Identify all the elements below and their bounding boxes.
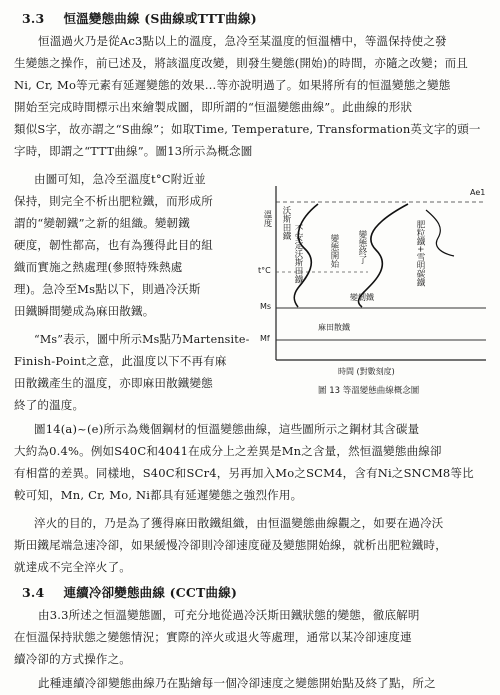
finish-region-label: 變態終了 bbox=[357, 230, 367, 264]
para2-line: 理)。急冷至Ms點以下，則過冷沃斯 bbox=[14, 282, 201, 296]
para1-line: 類似S字，故亦謂之“S曲線”；如取Time, Temperature, Transformation英文字的頭一 bbox=[14, 122, 481, 136]
section-3-4-heading bbox=[22, 586, 237, 600]
para2-line: 保持，則完全不析出肥粒鐵，而形成所 bbox=[14, 194, 213, 208]
mf-label: Mf bbox=[260, 334, 270, 343]
para3-line: “Ms”表示，圖中所示Ms點乃Martensite- bbox=[34, 332, 250, 346]
martensite-region-label: 麻田散鐵 bbox=[318, 323, 350, 332]
ms-label: Ms bbox=[260, 302, 272, 311]
para3-line: 田散鐵產生的溫度，亦即麻田散鐵變態 bbox=[14, 376, 213, 390]
para2-line: 由圖可知，急冷至溫度t°C附近並 bbox=[34, 172, 206, 186]
para1-line: Ni, Cr, Mo等元素有延遲變態的效果…等亦說明過了。如果將所有的恒溫變態之變態 bbox=[14, 78, 451, 92]
bainite-region-label: 變韌鐵 bbox=[350, 293, 374, 302]
x-axis-label: 時間 (對數刻度) bbox=[338, 367, 395, 376]
section-number: 3.4 bbox=[22, 585, 45, 600]
para2-line: 織而實施之熱處理(參照特殊熱處 bbox=[14, 260, 183, 274]
para3-line: 終了的溫度。 bbox=[14, 398, 85, 412]
para4-line: 圖14(a)~(e)所示為幾個鋼材的恒溫變態曲線，這些圖所示之鋼材其含碳量 bbox=[34, 422, 420, 436]
para5-line: 淬火的目的，乃是為了獲得麻田散鐵組織，由恒溫變態曲線觀之，如要在過冷沃 bbox=[34, 516, 444, 530]
start-region-label: 變態開始 bbox=[329, 234, 339, 268]
para1-line: 字時，即謂之“TTT曲線”。圖13所示為概念圖 bbox=[14, 144, 253, 158]
y-axis-label: 溫度 bbox=[262, 210, 272, 227]
para1-line: 生變態之操作，前已述及，將該溫度改變，則發生變態(開始)的時間，亦隨之改變；而且 bbox=[14, 56, 468, 70]
section-title: 恒溫變態曲線 (S曲線或TTT曲線) bbox=[63, 11, 257, 26]
austenite-region-label: 沃斯田鐵 bbox=[281, 206, 291, 240]
para5-line: 就達成不完全淬火了。 bbox=[14, 560, 131, 574]
para3-line: Finish-Point之意，此溫度以下不再有麻 bbox=[14, 354, 227, 368]
para4-line: 較可知，Mn, Cr, Mo, Ni都具有延遲變態之強烈作用。 bbox=[14, 488, 303, 502]
para2-line: 謂的“變韌鐵”之新的組織。變韌鐵 bbox=[14, 216, 190, 230]
para1-line: 開始至完成時間標示出來繪製成圖，即所謂的“恒溫變態曲線”。此曲線的形狀 bbox=[14, 100, 413, 114]
pearlite-region-label: 肥粒鐵+雪明碳鐵 bbox=[415, 220, 425, 287]
section-number: 3.3 bbox=[22, 11, 45, 26]
para4-line: 有相當的差異。同樣地，S40C和SCr4，另再加入Mo之SCM4，含有Ni之SNCM8等比 bbox=[14, 466, 474, 480]
figure-13 bbox=[258, 180, 492, 400]
para4-line: 大約為0.4%。例如S40C和4041在成分上之差異是Mn之含量，然恒溫變態曲線卻 bbox=[14, 444, 442, 458]
para7-line: 此種連續冷卻變態曲線乃在點繪每一個冷卻速度之變態開始點及終了點，所之 bbox=[38, 676, 436, 690]
section-3-3-heading bbox=[22, 12, 257, 26]
section-title: 連續冷卻變態曲線 (CCT曲線) bbox=[63, 585, 238, 600]
t-label: t°C bbox=[258, 266, 271, 275]
para2-line: 田鐵瞬間變成為麻田散鐵。 bbox=[14, 304, 155, 318]
para2-line: 硬度，韌性都高，也有為獲得此目的組 bbox=[14, 238, 213, 252]
para6-line: 續冷卻的方式操作之。 bbox=[14, 652, 131, 666]
para5-line: 斯田鐵尾端急速冷卻，如果緩慢冷卻則冷卻速度碰及變態開始線，就析出肥粒鐵時， bbox=[14, 538, 447, 552]
para6-line: 在恒溫保持狀態之變態情況；實際的淬火或退火等處理，通常以某冷卻速度連 bbox=[14, 630, 412, 644]
para6-line: 由3.3所述之恒溫變態圖，可充分地從過冷沃斯田鐵狀態的變態，徹底解明 bbox=[38, 608, 420, 622]
figure-caption: 圖 13 等溫變態曲線概念圖 bbox=[318, 386, 420, 396]
ae1-label: Ae1 bbox=[470, 188, 486, 197]
unstable-austenite-label: 不安定沃斯田鐵 bbox=[293, 224, 303, 284]
pearlite-boundary bbox=[426, 210, 454, 256]
para1-line: 恒溫過火乃是從Ac3點以上的溫度，急冷至某溫度的恒溫槽中，等溫保持使之發 bbox=[38, 34, 447, 48]
